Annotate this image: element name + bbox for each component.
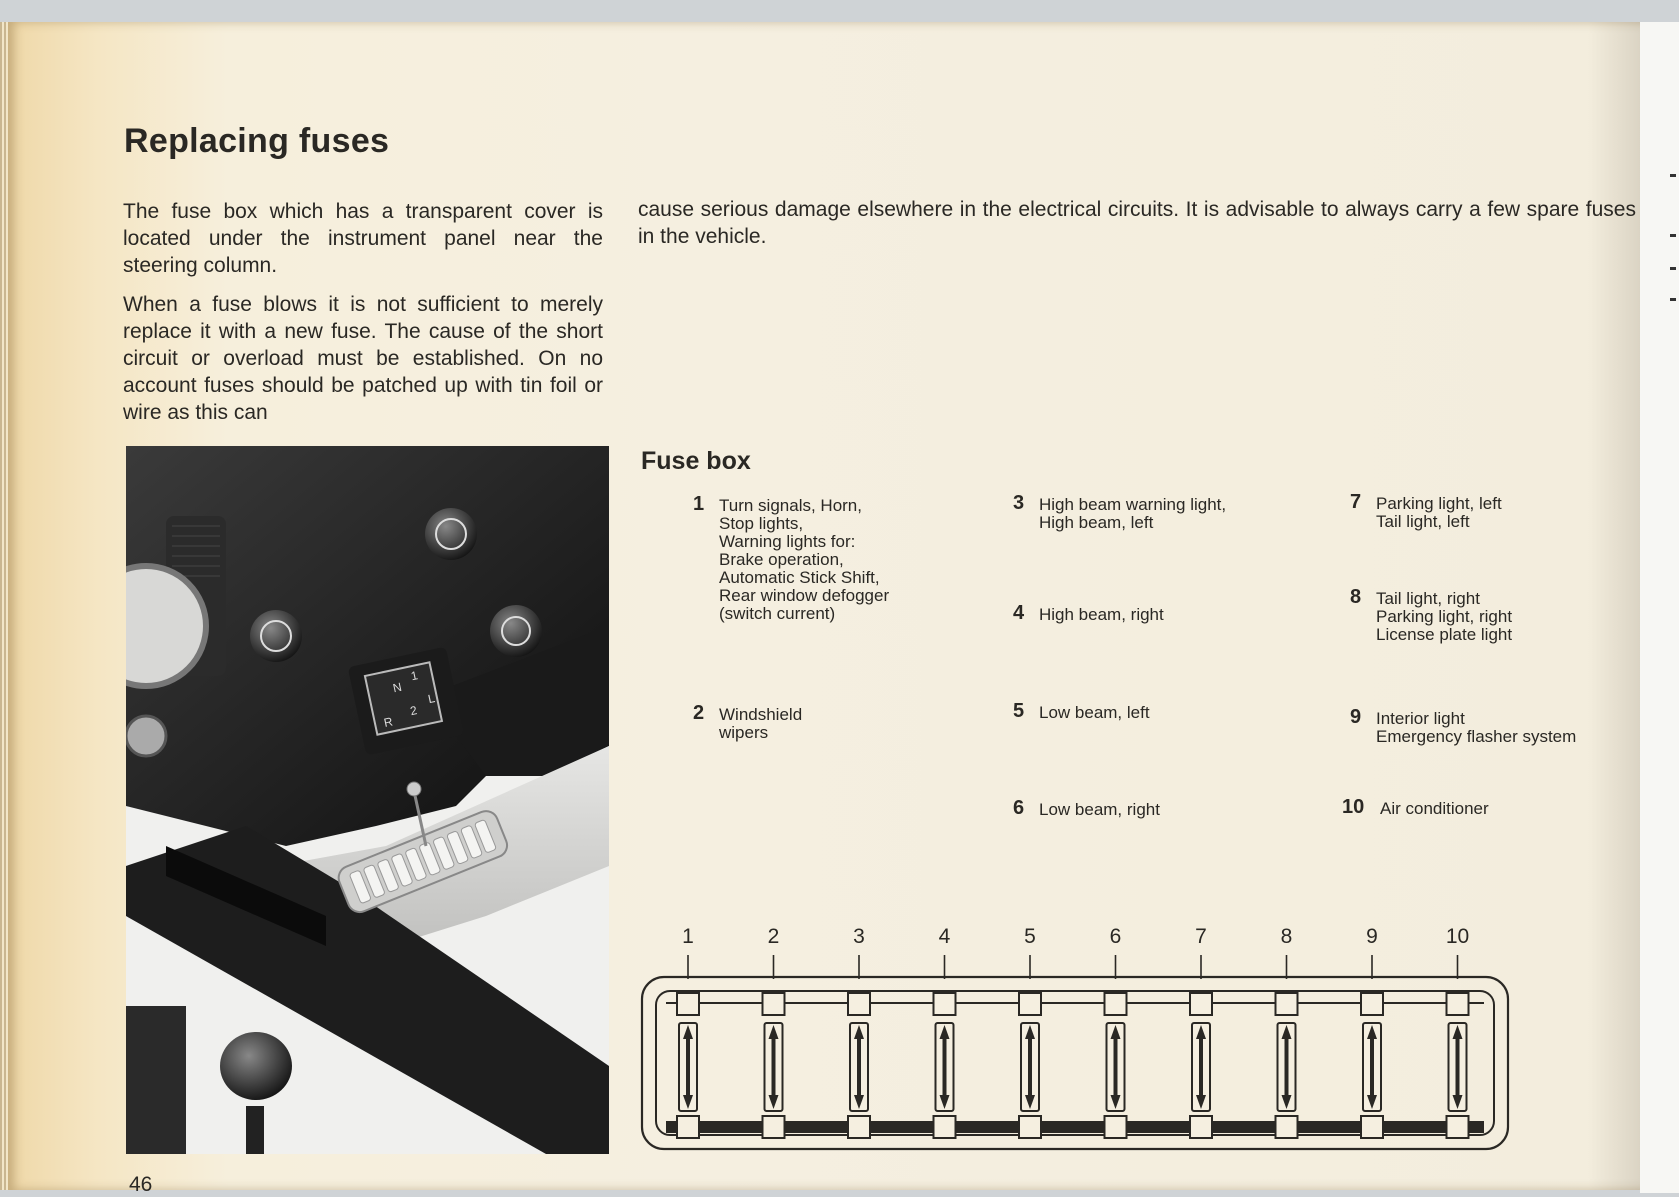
diagram-label: 9 [1366,925,1378,948]
diagram-label: 7 [1195,925,1207,948]
page-title: Replacing fuses [124,122,390,160]
fuse-description-line: License plate light [1376,625,1513,644]
fuse-description-line: Parking light, left [1376,494,1502,513]
fuse-bottom-terminal [1190,1116,1212,1138]
fuse-bottom-terminal [1447,1116,1469,1138]
fuse-description-line: Interior light [1376,709,1465,728]
facing-page-edge [1640,22,1679,1193]
fuse-number: 4 [1013,602,1025,624]
fuse-slot [1105,993,1127,1138]
diagram-label: 1 [682,925,694,948]
diagram-label: 8 [1280,925,1293,948]
fuse-description-line: Tail light, left [1376,512,1470,531]
fuse-number: 8 [1350,586,1362,608]
fuse-top-terminal [763,993,785,1015]
shift-label-l: L [426,691,437,707]
fuse-number: 6 [1013,797,1025,819]
fuse-number: 5 [1013,700,1025,722]
diagram-label: 2 [767,925,780,948]
fuse-description-line: High beam warning light, [1039,495,1227,514]
fuse-description-line: Stop lights, [719,514,804,533]
fuse-top-terminal [848,993,870,1015]
fuse-box-diagram [638,917,1518,1157]
diagram-label: 4 [938,925,951,948]
diagram-label-group [682,925,1469,979]
fuse-number: 1 [693,493,705,515]
fuse-bottom-terminal [1019,1116,1041,1138]
fuse-description-line: (switch current) [719,604,836,623]
fuse-description-line: Parking light, right [1376,607,1513,626]
fuse-slot [1019,993,1041,1138]
paragraph-fuse-box-location: The fuse box which has a transparent cover is located under the instrument panel near the steering column. [123,200,603,277]
fuse-description-line: Brake operation, [719,550,844,569]
fuse-top-terminal [1447,993,1469,1015]
fuse-description-line: Windshield [719,705,803,724]
fuse-description-line: Automatic Stick Shift, [719,568,880,587]
fuse-number: 3 [1013,492,1025,514]
fuse-number: 10 [1342,796,1365,818]
diagram-label: 3 [853,925,865,948]
edge-mark [1670,174,1676,177]
shift-label-2: 2 [408,703,419,719]
fuse-description-line: Turn signals, Horn, [719,496,862,515]
fuse-number: 7 [1350,491,1362,513]
edge-mark [1670,267,1676,270]
shift-label-n: N [391,679,404,696]
fuse-bottom-terminal [677,1116,699,1138]
fuse-description-line: Low beam, left [1039,703,1150,722]
fuse-top-terminal [934,993,956,1015]
paragraph-spare-fuses: cause serious damage elsewhere in the electrical circuits. It is advisable to always carry a few spare fuses in the vehicle. [638,198,1636,248]
dashboard-photo [126,446,609,1154]
fuse-top-terminal [677,993,699,1015]
fuse-top-terminal [1105,993,1127,1015]
manual-page [8,22,1644,1196]
fuse-slot [1447,993,1469,1138]
shift-label-r: R [382,714,395,730]
fuse-number: 2 [693,702,705,724]
diagram-label: 6 [1109,925,1122,948]
shift-label-1: 1 [409,668,419,684]
diagram-label: 10 [1445,925,1470,948]
fuse-description-line: wipers [719,723,769,742]
fuse-description-line: High beam, left [1039,513,1154,532]
fuse-description-line: Emergency flasher system [1376,727,1577,746]
fuse-slot [934,993,956,1138]
fuse-bottom-terminal [1276,1116,1298,1138]
fuse-top-terminal [1190,993,1212,1015]
fuse-description-line: Air conditioner [1380,799,1489,818]
fuse-slot [848,993,870,1138]
fuse-bottom-terminal [763,1116,785,1138]
fuse-description-line: Warning lights for: [719,532,856,551]
fuse-slot-group [677,993,1469,1138]
edge-mark [1670,298,1676,301]
fuse-box-heading: Fuse box [641,447,751,475]
fuse-bottom-terminal [1105,1116,1127,1138]
fuse-top-terminal [1276,993,1298,1015]
fuse-description-line: Tail light, right [1376,589,1480,608]
fuse-top-terminal [1361,993,1383,1015]
fuse-top-terminal [1019,993,1041,1015]
fuse-description-line: Low beam, right [1039,800,1160,819]
page-number: 46 [129,1173,153,1196]
fuse-slot [763,993,785,1138]
diagram-label: 5 [1024,925,1036,948]
fuse-bottom-terminal [1361,1116,1383,1138]
fuse-description-line: High beam, right [1039,605,1164,624]
edge-mark [1670,234,1676,237]
fuse-slot [1276,993,1298,1138]
fuse-number: 9 [1350,706,1362,728]
fuse-slot [1190,993,1212,1138]
paragraph-blown-fuse-warning: When a fuse blows it is not sufficient to merely replace it with a new fuse. The cause of the short circuit or overload must be established. On no account fuses should be patched up with tin foil or wire as this can [123,293,603,424]
fuse-bottom-terminal [848,1116,870,1138]
fuse-slot [677,993,699,1138]
fuse-bottom-terminal [934,1116,956,1138]
dashboard-photo-image [126,446,609,1154]
fuse-description-line: Rear window defogger [719,586,890,605]
fuse-slot [1361,993,1383,1138]
